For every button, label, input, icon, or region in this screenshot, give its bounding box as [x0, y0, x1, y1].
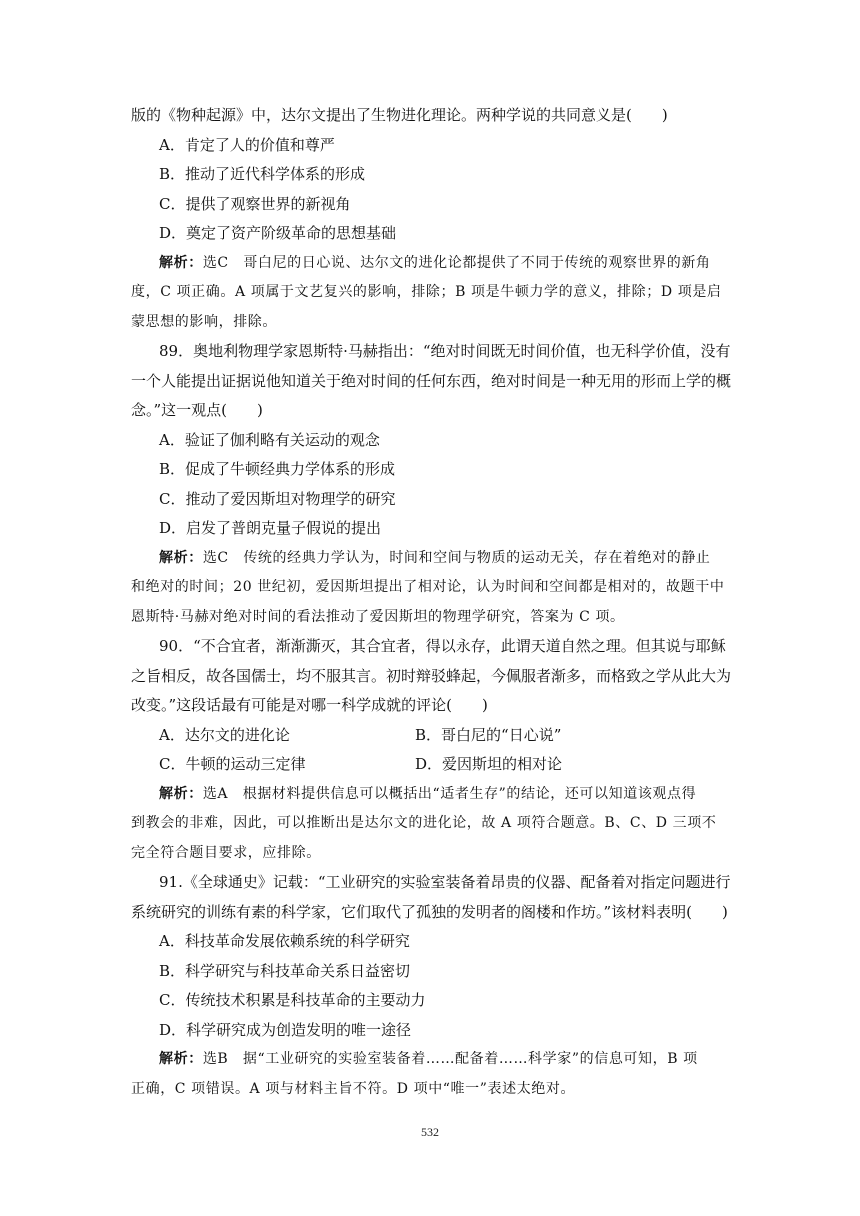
- q89-analysis-line-3: 恩斯特·马赫对绝对时间的看法推动了爱因斯坦的物理学研究，答案为 C 项。: [131, 608, 625, 625]
- q91-option-a: A．科技革命发展依赖系统的科学研究: [159, 932, 410, 950]
- q91-option-d: D．科学研究成为创造发明的唯一途径: [159, 1020, 412, 1039]
- q88-analysis-line-3: 蒙思想的影响，排除。: [131, 313, 277, 330]
- q88-analysis-line-2: 度，C 项正确。A 项属于文艺复兴的影响，排除；B 项是牛顿力学的意义，排除；D 项是启: [131, 284, 722, 300]
- q90-option-a: A．达尔文的进化论: [159, 725, 290, 744]
- q90-stem-line-3: 改变。”这段话最有可能是对哪一科学成就的评论( ): [131, 696, 488, 714]
- q89-option-d: D．启发了普朗克量子假说的提出: [159, 519, 382, 537]
- q90-option-b: B．哥白尼的“日心说”: [415, 725, 562, 744]
- q88-option-a: A．肯定了人的价值和尊严: [159, 135, 335, 154]
- q89-option-b: B．促成了牛顿经典力学体系的形成: [159, 460, 396, 478]
- q91-stem-line-2: 系统研究的训练有素的科学家，它们取代了孤独的发明者的阁楼和作坊。”该材料表明( ): [131, 902, 728, 921]
- q90-option-d: D．爱因斯坦的相对论: [415, 755, 563, 773]
- q89-analysis-line-1: 解析：选C 传统的经典力学认为，时间和空间与物质的运动无关，存在着绝对的静止: [159, 549, 711, 566]
- q88-option-b: B．推动了近代科学体系的形成: [159, 165, 366, 183]
- analysis-label: 解析：: [159, 785, 203, 802]
- q90-options-row-2: [131, 750, 737, 780]
- q90-option-c: C．牛顿的运动三定律: [159, 755, 306, 773]
- q88-analysis-line-1: 解析：选C 哥白尼的日心说、达尔文的进化论都提供了不同于传统的观察世界的新角: [159, 254, 711, 271]
- q90-analysis-line-3: 完全符合题目要求，应排除。: [131, 844, 321, 861]
- q91-analysis-line-1: 解析：选B 据“工业研究的实验室装备着……配备着……科学家”的信息可知，B 项: [159, 1051, 698, 1067]
- q88-option-d: D．奠定了资产阶级革命的思想基础: [159, 224, 397, 242]
- analysis-label: 解析：: [159, 254, 203, 271]
- q91-option-b: B．科学研究与科技革命关系日益密切: [159, 961, 411, 980]
- page-number: 532: [421, 1125, 439, 1139]
- q90-analysis-line-1: 解析：选A 根据材料提供信息可以概括出“适者生存”的结论，还可以知道该观点得: [159, 785, 697, 802]
- q91-analysis-line-2: 正确，C 项错误。A 项与材料主旨不符。D 项中“唯一”表述太绝对。: [131, 1080, 576, 1097]
- q90-analysis-line-2: 到教会的非难，因此，可以推断出是达尔文的进化论，故 A 项符合题意。B、C、D 三项不: [131, 815, 717, 831]
- q90-stem-line-1: 90．“不合宜者，渐渐澌灭，其合宜者，得以永存，此谓天道自然之理。但其说与耶稣: [159, 637, 726, 655]
- q89-stem-line-1: 89．奥地利物理学家恩斯特·马赫指出：“绝对时间既无时间价值，也无科学价值，没有: [159, 342, 731, 360]
- q91-option-c: C．传统技术积累是科技革命的主要动力: [159, 991, 426, 1009]
- analysis-label: 解析：: [159, 1051, 203, 1067]
- q91-stem-line-1: 91.《全球通史》记载：“工业研究的实验室装备着昂贵的仪器、配备着对指定问题进行: [159, 873, 731, 891]
- q89-option-c: C．推动了爱因斯坦对物理学的研究: [159, 489, 396, 508]
- q89-stem-line-3: 念。”这一观点( ): [131, 401, 263, 419]
- q88-stem: 版的《物种起源》中，达尔文提出了生物进化理论。两种学说的共同意义是( ): [131, 106, 668, 124]
- q88-option-c: C．提供了观察世界的新视角: [159, 194, 351, 213]
- q90-stem-line-2: 之旨相反，故各国儒士，均不服其言。初时辩驳蜂起，今佩服者渐多，而格致之学从此大为: [131, 666, 732, 685]
- q89-stem-line-2: 一个人能提出证据说他知道关于绝对时间的任何东西，绝对时间是一种无用的形而上学的概: [131, 371, 732, 390]
- q89-option-a: A．验证了伽利略有关运动的观念: [159, 430, 380, 449]
- q90-options-row-1: [131, 721, 737, 751]
- q89-analysis-line-2: 和绝对的时间；20 世纪初，爱因斯坦提出了相对论，认为时间和空间都是相对的，故题干中: [131, 579, 725, 595]
- analysis-label: 解析：: [159, 549, 203, 566]
- document-page: [131, 101, 737, 1104]
